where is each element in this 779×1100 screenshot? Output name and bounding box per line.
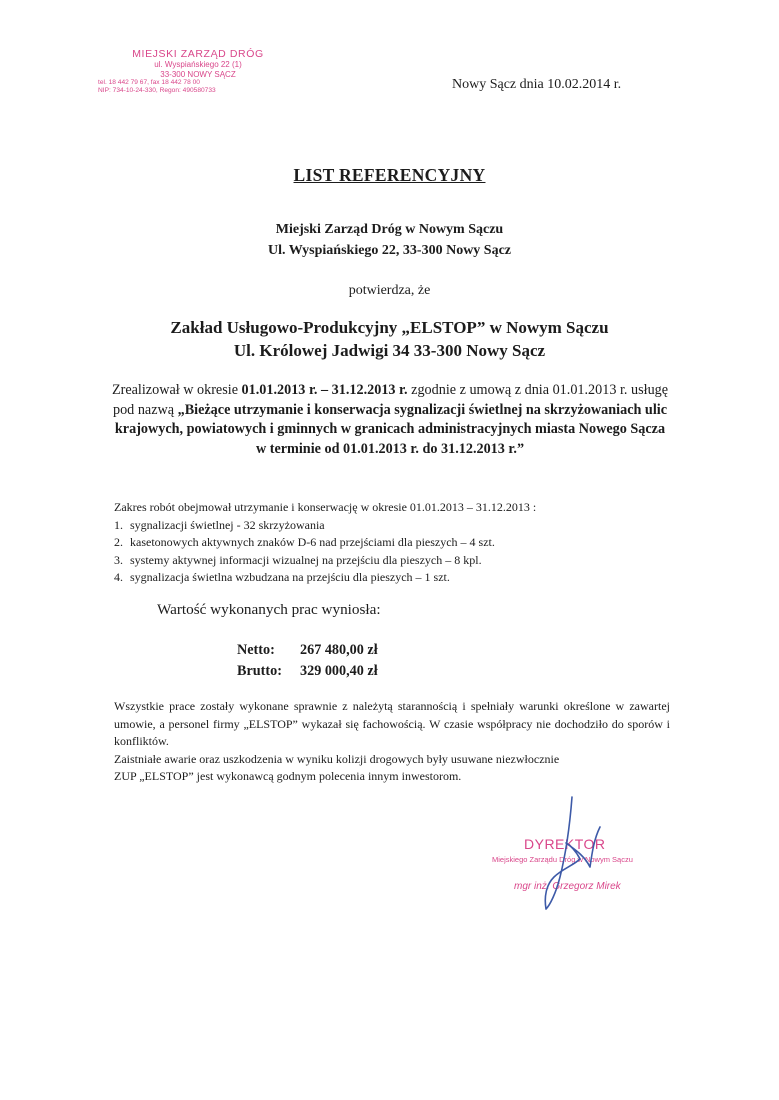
issuer-block bbox=[0, 219, 779, 261]
list-item bbox=[114, 552, 674, 570]
company-name: Zakład Usługowo-Produkcyjny „ELSTOP” w Nowym Sączu bbox=[170, 318, 609, 337]
list-item bbox=[114, 517, 674, 535]
netto-label: Netto: bbox=[237, 642, 275, 658]
document-title: LIST REFERENCYJNY bbox=[293, 165, 486, 185]
list-item-text: sygnalizacji świetlnej - 32 skrzyżowania bbox=[130, 517, 325, 532]
issuer-name: Miejski Zarząd Dróg w Nowym Sączu bbox=[275, 222, 504, 237]
list-item bbox=[114, 534, 674, 552]
list-item bbox=[114, 569, 674, 587]
director-title: DYREKTOR bbox=[524, 836, 606, 852]
brutto-row bbox=[237, 661, 378, 682]
closing-paragraph-1: Wszystkie prace zostały wykonane sprawnie z należytą starannością i spełniały warunki określone w zawartej umowie, a personel firmy „ELSTOP” wykazał się fachowością. W czasie współpracy nie dochodziło do sporów i konfliktów. bbox=[114, 699, 670, 749]
issuer-address: Ul. Wyspiańskiego 22, 33-300 Nowy Sącz bbox=[267, 243, 512, 258]
list-item-text: sygnalizacja świetlna wzbudzana na przejściu dla pieszych – 1 szt. bbox=[130, 570, 450, 584]
institution-stamp bbox=[98, 48, 298, 95]
confirms-text: potwierdza, że bbox=[348, 283, 431, 298]
list-item-number: 4. bbox=[114, 570, 123, 584]
list-item-number: 2. bbox=[114, 535, 123, 549]
scope-section bbox=[114, 499, 674, 587]
realized-text-1: Zrealizował w okresie bbox=[111, 382, 242, 398]
stamp-street: ul. Wyspiańskiego 22 (1) bbox=[154, 60, 242, 70]
scope-intro: Zakres robót obejmował utrzymanie i konserwację w okresie 01.01.2013 – 31.12.2013 : bbox=[114, 500, 537, 514]
stamp-phone: tel. 18 442 79 67, fax 18 442 78 00 bbox=[98, 79, 200, 87]
list-item-number: 1. bbox=[114, 517, 123, 532]
scope-list bbox=[114, 517, 674, 587]
service-name: „Bieżące utrzymanie i konserwacja sygnalizacji świetlnej na skrzyżowaniach ulic krajowych, powiatowych i gminnych w granicach administracyjnych miasta Nowego Sącza w terminie od 01.01.2013 r. do 31.12.2013 r.” bbox=[114, 401, 667, 457]
netto-value: 267 480,00 zł bbox=[300, 642, 378, 658]
netto-row bbox=[237, 640, 378, 661]
list-item-number: 3. bbox=[114, 552, 123, 567]
handwritten-signature-icon bbox=[520, 793, 610, 913]
realized-text-2: zgodnie z umową z dnia 01.01.2013 r. usługę pod nazwą bbox=[112, 382, 669, 418]
stamp-nip: NIP: 734-10-24-330, Regon: 490580733 bbox=[98, 87, 216, 95]
director-person: mgr inż. Grzegorz Mirek bbox=[514, 881, 621, 892]
closing-paragraph-2: Zaistniałe awarie oraz uszkodzenia w wyniku kolizji drogowych były usuwane niezwłocznie bbox=[114, 751, 560, 766]
stamp-city: 33-300 NOWY SĄCZ bbox=[160, 69, 236, 79]
document-date: Nowy Sącz dnia 10.02.2014 r. bbox=[452, 77, 622, 92]
list-item-text: systemy aktywnej informacji wizualnej na przejściu dla pieszych – 8 kpl. bbox=[130, 552, 482, 567]
closing-section bbox=[114, 698, 670, 786]
company-address: Ul. Królowej Jadwigi 34 33-300 Nowy Sącz bbox=[233, 341, 546, 360]
amounts-block bbox=[237, 640, 378, 682]
closing-paragraph-3: ZUP „ELSTOP” jest wykonawcą godnym polecenia innym inwestorom. bbox=[114, 769, 462, 784]
director-org: Miejskiego Zarządu Dróg w Nowym Sączu bbox=[492, 855, 633, 864]
value-title: Wartość wykonanych prac wyniosła: bbox=[157, 601, 381, 618]
brutto-label: Brutto: bbox=[237, 663, 282, 679]
brutto-value: 329 000,40 zł bbox=[300, 663, 378, 679]
list-item-text: kasetonowych aktywnych znaków D-6 nad przejściami dla pieszych – 4 szt. bbox=[130, 535, 495, 549]
realized-period: 01.01.2013 r. – 31.12.2013 r. bbox=[241, 382, 408, 398]
company-block bbox=[0, 316, 779, 362]
realization-paragraph bbox=[110, 381, 670, 459]
stamp-name: MIEJSKI ZARZĄD DRÓG bbox=[132, 48, 264, 60]
